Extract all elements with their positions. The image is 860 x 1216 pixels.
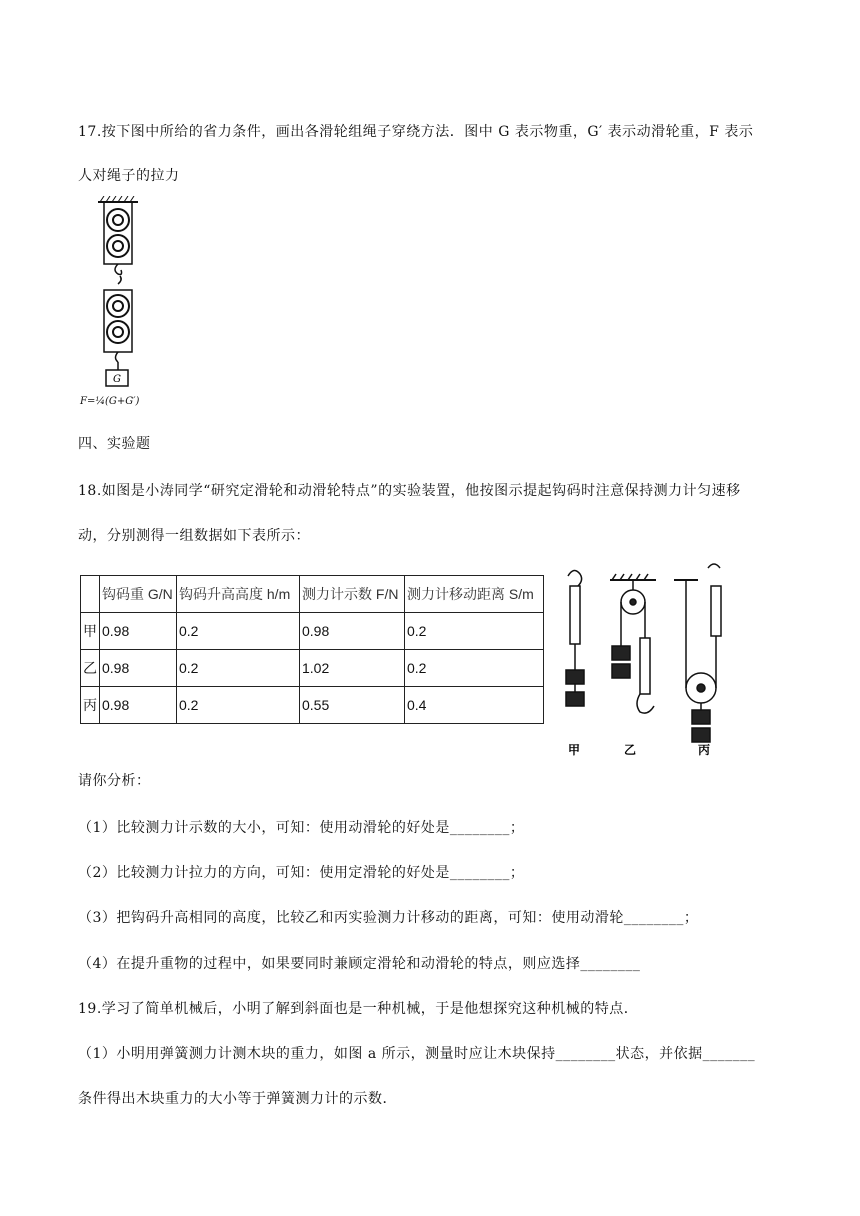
analysis-prompt: 请你分析： [78,773,151,789]
table-cell: 0.2 [177,613,300,650]
q18-sub2: （2）比较测力计拉力的方向，可知：使用定滑轮的好处是________； [78,865,525,881]
section-heading: 四、实验题 [78,436,151,452]
pulley-block-figure [90,196,150,396]
row-label: 丙 [81,687,100,724]
q17-text-line1: 17.按下图中所给的省力条件，画出各滑轮组绳子穿绕方法．图中 G 表示物重，G′ 表示动滑轮重，F 表示 [78,124,754,140]
q18-sub1: （1）比较测力计示数的大小，可知：使用动滑轮的好处是________； [78,820,525,836]
row-label: 甲 [81,613,100,650]
table-cell: 0.2 [177,650,300,687]
table-header-row [81,576,544,613]
table-cell: 1.02 [300,650,405,687]
q19-sub1-line2: 条件得出木块重力的大小等于弹簧测力计的示数． [78,1091,397,1107]
table-cell: 0.98 [100,687,177,724]
table-cell: 0.98 [100,650,177,687]
figure-label-yi: 乙 [624,743,637,757]
row-label: 乙 [81,650,100,687]
q18-text-line1: 18.如图是小涛同学“研究定滑轮和动滑轮特点”的实验装置，他按图示提起钩码时注意保持测力计匀速移 [78,483,741,499]
table-header: 钩码升高高度 h/m [177,576,300,613]
table-row [81,613,544,650]
figure-label-bing: 丙 [698,743,711,757]
pulley-experiment-figure [548,558,748,758]
table-header: 钩码重 G/N [100,576,177,613]
q18-text-line2: 动，分别测得一组数据如下表所示： [78,528,310,544]
table-cell: 0.4 [405,687,544,724]
table-header: 测力计移动距离 S/m [405,576,544,613]
q18-sub3: （3）把钩码升高相同的高度，比较乙和丙实验测力计移动的距离，可知：使用动滑轮________； [78,910,699,926]
figure-label-jia: 甲 [568,743,581,757]
table-cell: 0.2 [177,687,300,724]
table-cell: 0.2 [405,613,544,650]
weight-label: G [113,374,121,385]
table-cell: 0.2 [405,650,544,687]
table-cell [81,576,100,613]
table-cell: 0.98 [300,613,405,650]
force-formula: F=¼(G+G′) [80,396,140,407]
data-table [80,575,544,724]
q19-sub1-line1: （1）小明用弹簧测力计测木块的重力，如图 a 所示，测量时应让木块保持________状态，并依据_______ [78,1046,756,1062]
q17-text-line2: 人对绳子的拉力 [78,168,180,184]
table-cell: 0.98 [100,613,177,650]
table-cell: 0.55 [300,687,405,724]
q19-text-line1: 19.学习了简单机械后，小明了解到斜面也是一种机械，于是他想探究这种机械的特点． [78,1001,639,1017]
table-header: 测力计示数 F/N [300,576,405,613]
table-row [81,650,544,687]
table-row [81,687,544,724]
q18-sub4: （4）在提升重物的过程中，如果要同时兼顾定滑轮和动滑轮的特点，则应选择________ [78,956,641,972]
